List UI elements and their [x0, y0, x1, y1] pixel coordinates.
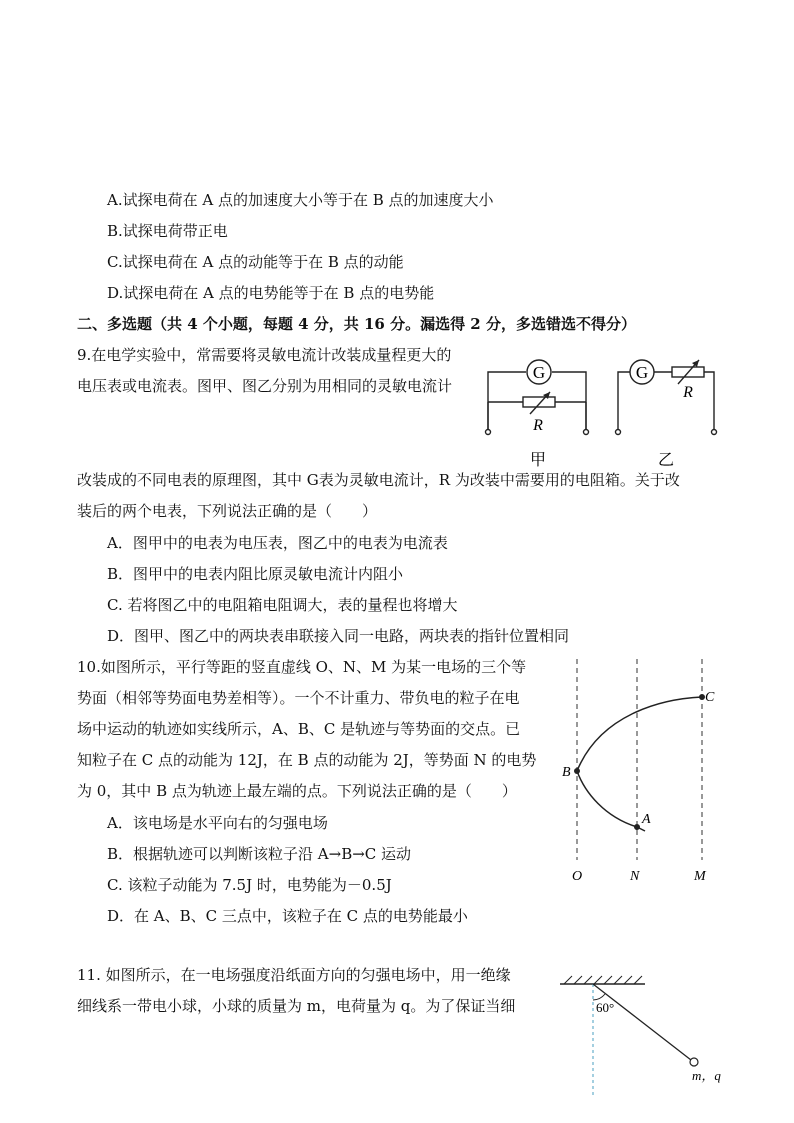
- q11-pendulum-figure: [560, 970, 735, 1100]
- q10-stem-line-5: 为 0，其中 B 点为轨迹上最左端的点。下列说法正确的是（ ）: [77, 782, 517, 800]
- q9-option-b: B．图甲中的电表内阻比原灵敏电流计内阻小: [107, 565, 404, 583]
- section-heading: 二、多选题（共 4 个小题，每题 4 分，共 16 分。漏选得 2 分，多选错选不得分）: [77, 315, 636, 333]
- q10-option-b: B．根据轨迹可以判断该粒子沿 A→B→C 运动: [107, 845, 412, 863]
- charged-ball: [690, 1058, 698, 1066]
- q9-stem-line-3: 改装成的不同电表的原理图，其中 G表为灵敏电流计，R 为改装中需要用的电阻箱。关于改: [77, 471, 680, 489]
- string: [593, 984, 691, 1060]
- q11-stem-line-1: 11. 如图所示，在一电场强度沿纸面方向的匀强电场中，用一绝缘: [77, 966, 511, 984]
- q9-option-c: C. 若将图乙中的电阻箱电阻调大，表的量程也将增大: [107, 596, 458, 614]
- angle-label: 60°: [596, 1000, 615, 1015]
- q10-option-a: A．该电场是水平向右的匀强电场: [107, 814, 328, 832]
- figure-label-jia: 甲: [529, 452, 547, 469]
- resistor-box-jia: [523, 397, 555, 407]
- q10-stem-line-2: 势面（相邻等势面电势差相等）。一个不计重力、带负电的粒子在电: [77, 689, 520, 707]
- resistor-label-jia: R: [533, 417, 543, 434]
- q9-stem-line-2: 电压表或电流表。图甲、图乙分别为用相同的灵敏电流计: [77, 377, 453, 395]
- label-a: A: [642, 812, 651, 827]
- galvanometer-label-jia: G: [532, 363, 546, 382]
- figure-label-yi: 乙: [657, 452, 675, 469]
- q11-stem-line-2: 细线系一带电小球，小球的质量为 m，电荷量为 q。为了保证当细: [77, 997, 516, 1015]
- particle-trajectory: [577, 697, 702, 827]
- q9-option-a: A．图甲中的电表为电压表，图乙中的电表为电流表: [107, 534, 448, 552]
- q8-option-d: D.试探电荷在 A 点的电势能等于在 B 点的电势能: [107, 284, 435, 302]
- label-c: C: [705, 690, 715, 705]
- galvanometer-label-yi: G: [635, 363, 649, 382]
- q9-stem-line-1: 9.在电学实验中，常需要将灵敏电流计改装成量程更大的: [77, 346, 452, 364]
- resistor-label-yi: R: [683, 384, 693, 401]
- q10-field-figure: [560, 655, 730, 890]
- q9-stem-line-4: 装后的两个电表，下列说法正确的是（ ）: [77, 502, 378, 520]
- point-a: [634, 824, 640, 830]
- q10-stem-line-1: 10.如图所示，平行等距的竖直虚线 O、N、M 为某一电场的三个等: [77, 658, 527, 676]
- q8-option-a: A.试探电荷在 A 点的加速度大小等于在 B 点的加速度大小: [107, 191, 494, 209]
- label-m: M: [694, 869, 706, 884]
- label-n: N: [630, 869, 640, 884]
- q9-circuit-figure: [478, 352, 728, 470]
- circuit-yi-wires: [618, 372, 714, 430]
- q10-stem-line-4: 知粒子在 C 点的动能为 12J，在 B 点的动能为 2J，等势面 N 的电势: [77, 751, 537, 769]
- q10-option-d: D．在 A、B、C 三点中，该粒子在 C 点的电势能最小: [107, 907, 468, 925]
- q10-stem-line-3: 场中运动的轨迹如实线所示，A、B、C 是轨迹与等势面的交点。已: [77, 720, 521, 738]
- label-o: O: [572, 869, 583, 884]
- label-b: B: [562, 765, 571, 780]
- ball-label: m，q: [692, 1068, 721, 1083]
- q10-option-c: C. 该粒子动能为 7.5J 时，电势能为－0.5J: [107, 876, 392, 894]
- q8-option-b: B.试探电荷带正电: [107, 222, 228, 240]
- point-b: [574, 768, 580, 774]
- q9-option-d: D．图甲、图乙中的两块表串联接入同一电路，两块表的指针位置相同: [107, 627, 570, 645]
- q8-option-c: C.试探电荷在 A 点的动能等于在 B 点的动能: [107, 253, 404, 271]
